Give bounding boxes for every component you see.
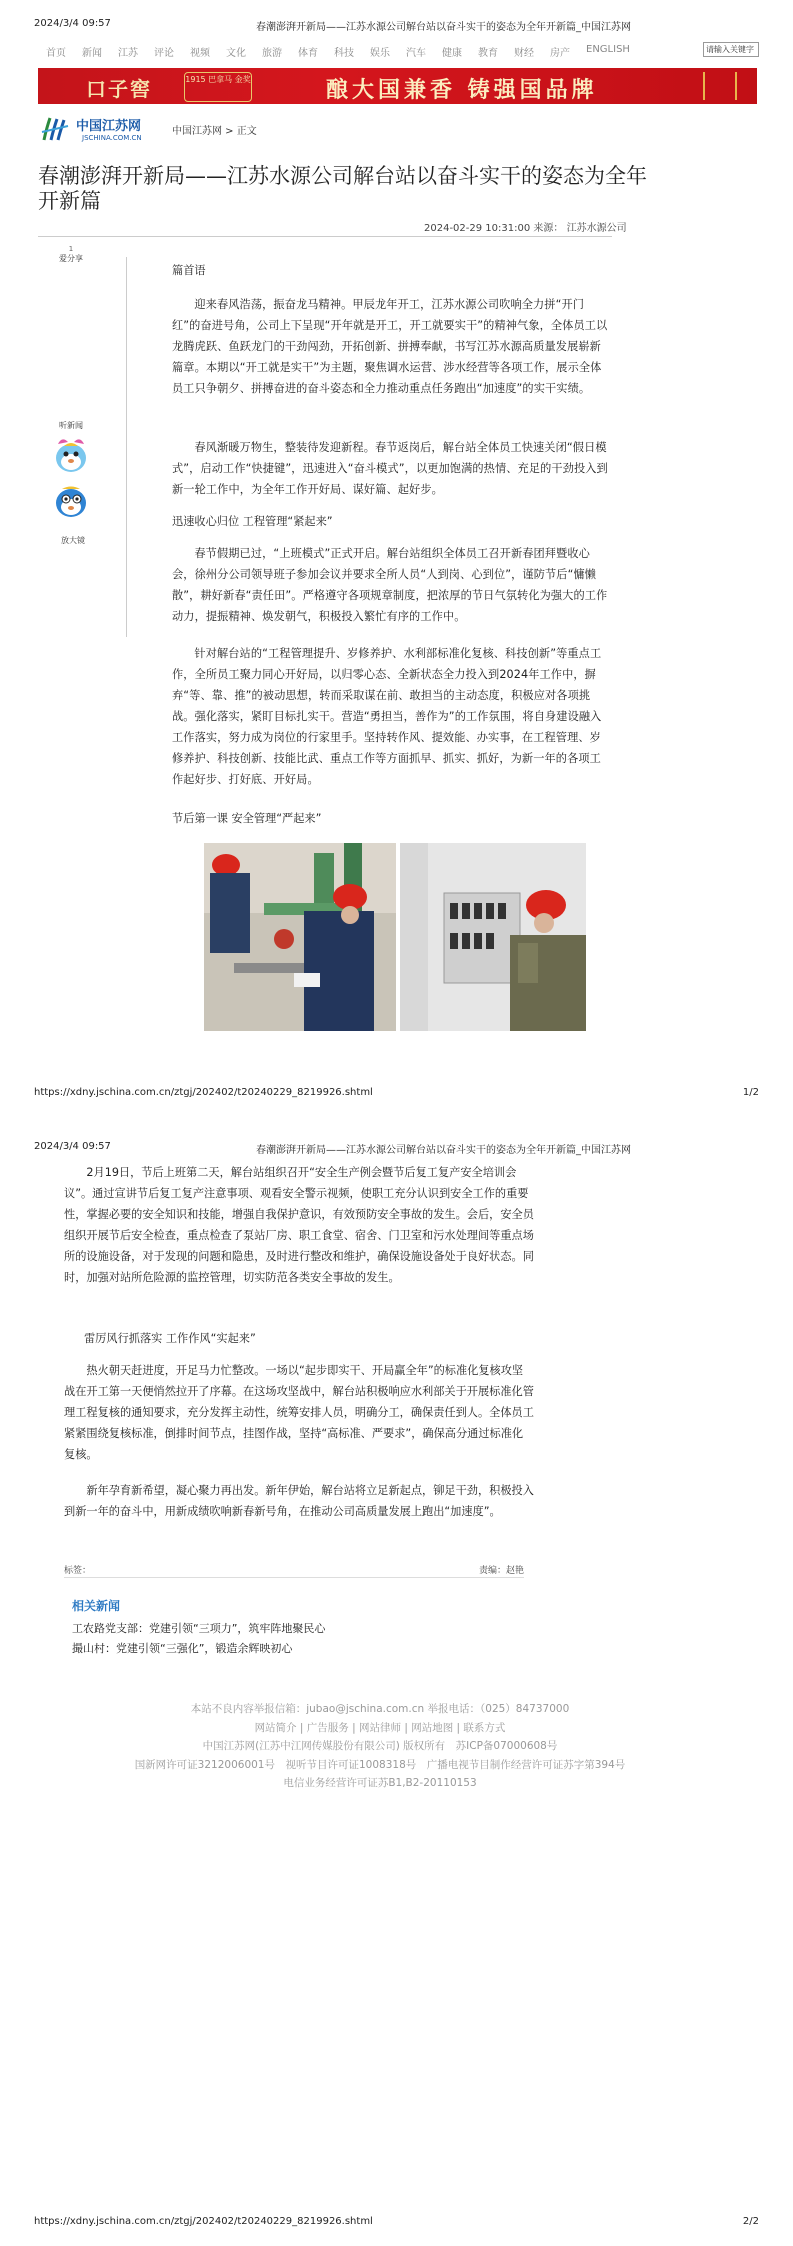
site-logo[interactable] — [38, 112, 158, 146]
article-paragraph: 2月19日，节后上班第二天，解台站组织召开“安全生产例会暨节后复工复产安全培训会议”。通过宣讲节后复工复产注意事项、观看安全警示视频，使职工充分认识到安全工作的重要性，掌握必要的安全知识和技能，增强自我保护意识，有效预防安全事故的发生。会后，安全员组织开展节后安全检查，重点检查了泵站厂房、职工食堂、宿舍、门卫室和污水处理间等重点场所的设施设备，对于发现的问题和隐患，及时进行整改和维护，确保设施设备处于良好状态。同时，加强对站所危险源的监控管理，切实防范各类安全事故的发生。 — [64, 1166, 534, 1284]
article-source[interactable]: 江苏水源公司 — [566, 223, 627, 234]
nav-item-travel[interactable]: 旅游 — [262, 48, 282, 59]
print-url: https://xdny.jschina.com.cn/ztgj/202402/t20240229_8219926.shtml — [34, 2216, 373, 2227]
article-source-label: 来源： — [533, 223, 564, 234]
nav-item-opinion[interactable]: 评论 — [154, 48, 174, 59]
nav-item-news[interactable]: 新闻 — [82, 48, 102, 59]
print-footer-page1 — [34, 1087, 759, 1103]
print-title: 春潮澎湃开新局——江苏水源公司解台站以奋斗实干的姿态为全年开新篇_中国江苏网 — [256, 22, 631, 33]
article-date: 2024-02-29 10:31:00 — [424, 223, 531, 234]
footer-telecom-license: 电信业务经营许可证苏B1,B2-20110153 — [283, 1777, 477, 1789]
nav-item-health[interactable]: 健康 — [442, 48, 462, 59]
footer-links[interactable]: 网站简介 | 广告服务 | 网站律师 | 网站地图 | 联系方式 — [254, 1721, 506, 1734]
banner-medal: 1915 巴拿马 金奖 — [184, 72, 252, 102]
nav-item-sports[interactable]: 体育 — [298, 48, 318, 59]
print-page-number: 2/2 — [742, 2216, 759, 2227]
banner-arch-icon — [703, 72, 737, 100]
article-paragraph: 新年孕育新希望，凝心聚力再出发。新年伊始，解台站将立足新起点，铆足干劲，积极投入到新一年的奋斗中，用新成绩吹响新春新号角，在推动公司高质量发展上跑出“加速度”。 — [64, 1484, 534, 1518]
banner-brand: 口子窖 — [86, 77, 152, 101]
footer-copyright: 中国江苏网(江苏中江网传媒股份有限公司) 版权所有 苏ICP备07000608号 — [202, 1740, 558, 1752]
nav-item-home[interactable]: 首页 — [46, 48, 66, 59]
intro-heading: 篇首语 — [172, 264, 206, 277]
print-page-number: 1/2 — [742, 1087, 759, 1098]
print-title: 春潮澎湃开新局——江苏水源公司解台站以奋斗实干的姿态为全年开新篇_中国江苏网 — [256, 1145, 631, 1156]
section-heading: 迅速收心归位 工程管理“紧起来” — [172, 515, 333, 528]
section-heading: 雷厉风行抓落实 工作作风“实起来” — [84, 1332, 256, 1345]
nav-item-auto[interactable]: 汽车 — [406, 48, 426, 59]
share-widget[interactable] — [54, 245, 88, 264]
print-header-page1 — [34, 18, 759, 34]
nav-item-tech[interactable]: 科技 — [334, 48, 354, 59]
editor-label: 责编：赵艳 — [478, 1566, 524, 1576]
print-url: https://xdny.jschina.com.cn/ztgj/202402/t20240229_8219926.shtml — [34, 1087, 373, 1098]
section-heading: 节后第一课 安全管理“严起来” — [172, 812, 322, 825]
article-paragraph: 迎来春风浩荡，振奋龙马精神。甲辰龙年开工，江苏水源公司吹响全力拼“开门红”的奋进号角，公司上下呈现“开年就是开工，开工就要实干”的精神气象，全体员工以龙腾虎跃、鱼跃龙门的干劲闯劲，开拓创新、拼搏奉献，书写江苏水源高质量发展崭新篇章。本期以“开工就是实干”为主题，聚焦调水运营、涉水经营等各项工作，展示全体员工只争朝夕、拼搏奋进的奋斗姿态和全力推动重点任务跑出“加速度”的实干实绩。 — [172, 298, 608, 395]
footer-licenses: 国新网许可证3212006001号 视听节目许可证1008318号 广播电视节目制作经营许可证苏字第394号 — [134, 1758, 626, 1771]
nav-item-finance[interactable]: 财经 — [514, 48, 534, 59]
nav-item-english[interactable]: ENGLISH — [586, 44, 630, 55]
article-meta — [424, 219, 627, 234]
related-news-link[interactable]: 工农路党支部：党建引领“三项力”，筑牢阵地聚民心 — [72, 1622, 326, 1635]
tag-bar — [64, 1561, 524, 1578]
breadcrumb-current: 正文 — [236, 126, 257, 137]
listen-mascot-icon[interactable] — [48, 436, 94, 476]
ad-banner[interactable] — [38, 68, 757, 104]
title-divider — [38, 236, 612, 237]
nav-item-edu[interactable]: 教育 — [478, 48, 498, 59]
print-timestamp: 2024/3/4 09:57 — [34, 18, 111, 29]
related-news-link[interactable]: 撮山村：党建引领“三强化”，锻造余辉映初心 — [72, 1642, 293, 1655]
logo-mark-icon — [40, 114, 70, 144]
print-timestamp: 2024/3/4 09:57 — [34, 1141, 111, 1152]
article-paragraph: 春节假期已过，“上班模式”正式开启。解台站组织全体员工召开新春团拜暨收心会，徐州分公司领导班子参加会议并要求全所人员“人到岗、心到位”，谨防节后“慵懒散”，耕好新春“责任田”。严格遵守各项规章制度，把浓厚的节日气氛转化为强大的工作动力，提振精神、焕发朝气，积极投入繁忙有序的工作中。 — [172, 547, 608, 623]
nav-item-jiangsu[interactable]: 江苏 — [118, 48, 138, 59]
zoom-mascot-icon[interactable] — [48, 482, 94, 522]
nav-item-house[interactable]: 房产 — [550, 48, 570, 59]
nav-item-ent[interactable]: 娱乐 — [370, 48, 390, 59]
article-title: 春潮澎湃开新局——江苏水源公司解台站以奋斗实干的姿态为全年开新篇 — [38, 164, 647, 213]
nav-item-culture[interactable]: 文化 — [226, 48, 246, 59]
logo-name: 中国江苏网 — [76, 119, 142, 134]
article-paragraph: 春风渐暖万物生，整装待发迎新程。春节返岗后，解台站全体员工快速关闭“假日模式”，启动工作“快捷键”，迅速进入“奋斗模式”，以更加饱满的热情、充足的干劲投入到新一轮工作中，为全年工作开好局、谋好篇、起好步。 — [172, 441, 608, 496]
tags-label: 标签： — [64, 1566, 92, 1576]
print-footer-page2 — [34, 2216, 759, 2232]
article-paragraph: 热火朝天赶进度，开足马力忙整改。一场以“起步即实干、开局赢全年”的标准化复核攻坚战在开工第一天便悄然拉开了序幕。在这场攻坚战中，解台站积极响应水利部关于开展标准化管理工程复核的通知要求，充分发挥主动性，统筹安排人员，明确分工，确保责任到人。全体员工紧紧围绕复核标准，倒排时间节点，挂图作战，坚持“高标准、严要求”，确保高分通过标准化复核。 — [64, 1364, 534, 1461]
related-news-title: 相关新闻 — [72, 1599, 121, 1613]
share-label: 爱分享 — [59, 254, 83, 263]
article-photo-left — [204, 843, 396, 1031]
breadcrumb — [172, 122, 257, 137]
print-header-page2 — [34, 1141, 759, 1157]
search-input[interactable]: 请输入关键字 — [703, 42, 759, 57]
footer-report: 本站不良内容举报信箱：jubao@jschina.com.cn 举报电话：（025）84737000 — [190, 1703, 570, 1715]
nav-item-video[interactable]: 视频 — [190, 48, 210, 59]
article-paragraph: 针对解台站的“工程管理提升、岁修养护、水利部标准化复核、科技创新”等重点工作，全所员工聚力同心开好局，以归零心态、全新状态全力投入到2024年工作中，摒弃“等、靠、推”的被动思想，转而采取谋在前、敢担当的主动态度，积极应对各项挑战。强化落实，紧盯目标扎实干。营造“勇担当，善作为”的工作氛围，将自身建设融入工作落实，努力成为岗位的行家里手。坚持转作风、提效能、办实事，在工程管理、岁修养护、科技创新、技能比武、重点工作等方面抓早、抓实、抓好，为新一年的各项工作起好步、打好底、开好局。 — [172, 647, 602, 786]
site-footer — [100, 1700, 660, 1793]
article-photo-right — [400, 843, 586, 1031]
sidebar-divider — [126, 257, 127, 637]
share-count: 1 — [68, 245, 74, 253]
top-nav — [34, 42, 759, 60]
zoom-label: 放大镜 — [61, 536, 85, 545]
logo-domain: JSCHINA.COM.CN — [82, 134, 142, 142]
breadcrumb-home[interactable]: 中国江苏网 — [172, 126, 222, 137]
banner-slogan: 酿大国兼香 铸强国品牌 — [326, 77, 598, 103]
listen-label: 听新闻 — [59, 421, 83, 430]
breadcrumb-sep: > — [222, 126, 237, 137]
